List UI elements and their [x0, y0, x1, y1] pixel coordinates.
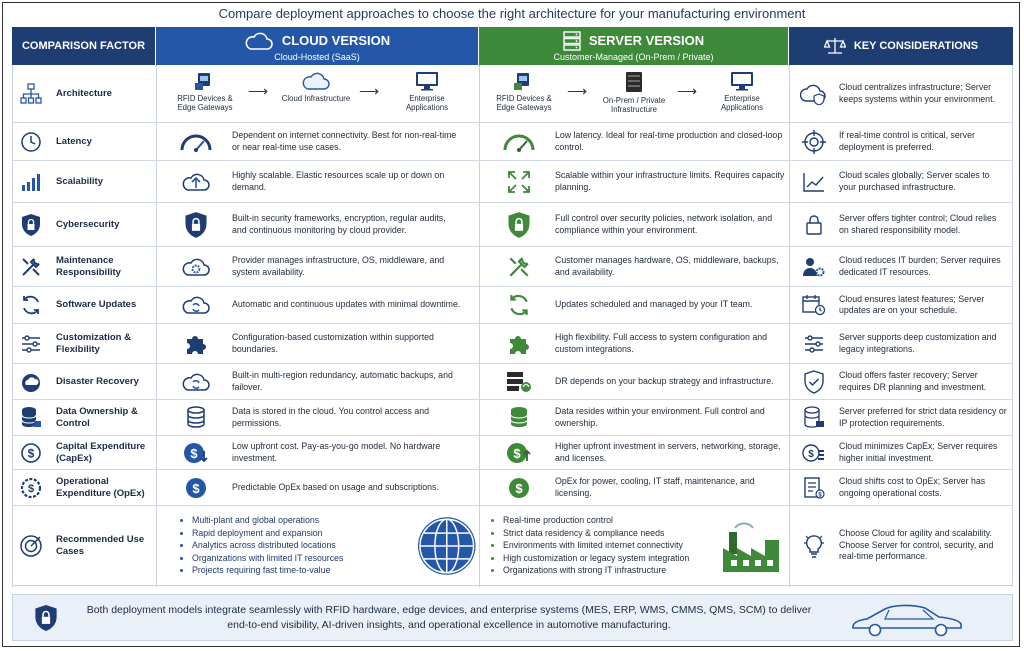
list-item: • Organizations with limited IT resources	[192, 552, 400, 565]
row-latency	[12, 123, 1013, 161]
svg-text:$: $	[190, 445, 198, 461]
svg-text:$: $	[192, 480, 200, 496]
database-icon	[508, 406, 530, 430]
shield-lock-icon	[183, 211, 209, 239]
cloud-backup-icon	[19, 371, 43, 393]
header-key-label: KEY CONSIDERATIONS	[853, 40, 979, 52]
svg-text:$: $	[515, 480, 523, 496]
lock-icon	[804, 214, 824, 236]
key-text-use-cases: Choose Cloud for agility and scalability. Choose Server for control, security, and real-time performance.	[839, 528, 994, 562]
factor-label-capex: Capital Expenditure (CapEx)	[56, 440, 146, 464]
globe-icon	[416, 515, 478, 577]
cloud-use-case-list	[174, 514, 400, 577]
row-disaster-recovery	[12, 364, 1013, 400]
key-text-latency: If real-time control is critical, server deployment is preferred.	[839, 130, 975, 152]
key-text-capex: Cloud minimizes CapEx; Server requires higher initial investment.	[839, 441, 998, 463]
header-cloud-version	[156, 27, 478, 65]
header-factor-label: COMPARISON FACTOR	[21, 40, 146, 52]
arch-server-infra-label: On-Prem / Private Infrastructure	[602, 96, 666, 114]
server-text-data-ownership: Data resides within your environment. Full control and ownership.	[555, 406, 765, 428]
svg-text:$: $	[818, 492, 822, 498]
list-item: • Organizations with strong IT infrastructure	[503, 564, 715, 577]
row-architecture	[12, 65, 1013, 123]
factor-label-opex: Operational Expenditure (OpEx)	[56, 475, 145, 499]
hierarchy-icon	[20, 83, 42, 105]
growth-chart-icon	[802, 171, 826, 193]
key-cell-architecture	[789, 65, 1013, 122]
svg-text:$: $	[27, 482, 35, 495]
server-icon	[563, 31, 581, 51]
cloud-text-opex: Predictable OpEx based on usage and subscriptions.	[232, 481, 439, 492]
factor-label-maintenance: Maintenance Responsibility	[56, 254, 121, 278]
key-text-disaster-recovery: Cloud offers faster recovery; Server requires DR planning and investment.	[839, 370, 987, 392]
row-cybersecurity	[12, 203, 1013, 247]
key-text-software-updates: Cloud ensures latest features; Server updates are on your schedule.	[839, 293, 985, 315]
cloud-shield-icon	[800, 83, 828, 105]
dollar-circle-icon	[184, 476, 208, 500]
shield-check-icon	[803, 370, 825, 394]
cloud-icon	[244, 31, 274, 51]
gauge-icon	[502, 131, 536, 153]
expand-icon	[507, 170, 531, 194]
server-text-latency: Low latency. Ideal for real-time production and closed-loop control.	[555, 130, 783, 152]
server-architecture-flow	[479, 65, 788, 122]
dollar-gear-icon	[20, 477, 42, 499]
cloud-architecture-flow	[156, 65, 478, 122]
footer-text: Both deployment models integrate seamlessly with RFID hardware, edge devices, and enterprise systems (MES, ERP, WMS, CMMS, QMS, SCM) to deliver end-to-end visibility, AI-driven insights, and operational excellence in automotive manufacturing.	[86, 604, 812, 631]
footer-banner	[12, 594, 1013, 641]
server-sync-icon	[506, 370, 532, 394]
key-text-data-ownership: Server preferred for strict data residency or IP protection requirements.	[839, 406, 1007, 428]
cloud-text-data-ownership: Data is stored in the cloud. You control access and permissions.	[232, 406, 430, 428]
header-server-version	[479, 27, 788, 65]
invoice-icon	[803, 476, 825, 500]
puzzle-icon	[507, 332, 531, 356]
dollar-circle-icon	[20, 442, 42, 464]
cloud-upload-icon	[181, 170, 211, 194]
server-text-opex: OpEx for power, cooling, IT staff, maintenance, and licensing.	[555, 476, 755, 498]
arch-cloud-infra-label: Cloud Infrastructure	[281, 94, 351, 103]
arch-server-rfid-label: RFID Devices & Edge Gateways	[496, 94, 552, 112]
sliders-icon	[802, 333, 826, 355]
row-use-cases	[12, 506, 1013, 586]
wrench-screwdriver-icon	[20, 256, 42, 278]
arch-server-rfid	[487, 71, 561, 112]
server-text-maintenance: Customer manages hardware, OS, middleware, backups, and availability.	[555, 255, 779, 277]
cloud-text-latency: Dependent on internet connectivity. Best for non-real-time or near real-time use cases.	[232, 130, 457, 152]
row-opex	[12, 470, 1013, 506]
dollar-stack-icon	[802, 442, 826, 464]
arch-cloud-rfid	[168, 71, 242, 112]
svg-text:$: $	[808, 448, 814, 460]
arrow-icon: ⟶	[567, 83, 588, 99]
car-icon	[849, 599, 967, 637]
list-item: • Multi-plant and global operations	[192, 514, 400, 527]
cloud-sync-icon	[181, 293, 211, 317]
arch-cloud-rfid-label: RFID Devices & Edge Gateways	[177, 94, 233, 112]
server-use-case-list	[485, 514, 715, 577]
refresh-icon	[20, 294, 42, 316]
arch-server-infra	[597, 71, 671, 114]
cloud-text-maintenance: Provider manages infrastructure, OS, middleware, and system availability.	[232, 255, 445, 277]
target-icon	[802, 130, 826, 154]
factor-cell-architecture	[12, 65, 155, 122]
arch-cloud-apps	[390, 71, 464, 112]
factor-label-disaster-recovery: Disaster Recovery	[56, 375, 139, 387]
shield-lock-icon	[506, 211, 532, 239]
cloud-text-capex: Low upfront cost. Pay-as-you-go model. No hardware investment.	[232, 441, 441, 463]
scale-icon	[824, 37, 846, 55]
gauge-icon	[179, 131, 213, 153]
cloud-text-disaster-recovery: Built-in multi-region redundancy, automatic backups, and failover.	[232, 370, 453, 392]
shield-lock-icon	[33, 603, 59, 633]
key-text-opex: Cloud shifts cost to OpEx; Server has ongoing operational costs.	[839, 476, 986, 498]
cloud-text-scalability: Highly scalable. Elastic resources scale up or down on demand.	[232, 170, 445, 192]
factory-icon	[721, 518, 781, 574]
clock-icon	[20, 131, 42, 153]
list-item: • Real-time production control	[503, 514, 715, 527]
rfid-device-icon	[194, 71, 216, 91]
factor-label-scalability: Scalability	[56, 175, 103, 187]
factor-label-data-ownership: Data Ownership & Control	[56, 405, 138, 429]
dollar-circle-icon	[507, 476, 531, 500]
lightbulb-icon	[803, 533, 825, 559]
arch-cloud-infra	[279, 71, 353, 103]
shield-lock-icon	[20, 213, 42, 237]
arrow-icon: ⟶	[248, 83, 269, 99]
row-scalability	[12, 161, 1013, 203]
factor-label-latency: Latency	[56, 135, 92, 147]
key-text-cybersecurity: Server offers tighter control; Cloud relies on shared responsibility model.	[839, 213, 997, 235]
cloud-icon	[301, 71, 331, 91]
cloud-text-cybersecurity: Built-in security frameworks, encryption, regular audits, and continuous monitoring by cloud provider.	[232, 213, 446, 235]
header-comparison-factor	[12, 27, 155, 65]
key-text-customization: Server supports deep customization and legacy integrations.	[839, 332, 997, 354]
sliders-icon	[20, 333, 42, 355]
database-lock-icon	[20, 406, 42, 430]
server-subtitle: Customer-Managed (On-Prem / Private)	[553, 51, 714, 62]
svg-text:$: $	[513, 445, 521, 461]
factor-label-software-updates: Software Updates	[56, 299, 137, 310]
monitor-icon	[730, 71, 754, 91]
database-lock-icon	[803, 406, 825, 430]
row-customization	[12, 324, 1013, 364]
monitor-icon	[415, 71, 439, 91]
svg-text:$: $	[27, 446, 35, 460]
server-text-disaster-recovery: DR depends on your backup strategy and infrastructure.	[555, 375, 774, 386]
list-item: • Strict data residency & compliance needs	[503, 527, 715, 540]
factor-label-customization: Customization & Flexibility	[56, 331, 131, 355]
arch-server-apps	[705, 71, 779, 112]
calendar-clock-icon	[802, 294, 826, 316]
list-item: • Projects requiring fast time-to-value	[192, 564, 400, 577]
refresh-icon	[507, 293, 531, 317]
cloud-gear-icon	[181, 255, 211, 279]
server-text-scalability: Scalable within your infrastructure limits. Requires capacity planning.	[555, 170, 785, 192]
wrench-screwdriver-icon	[507, 255, 531, 279]
server-title: SERVER VERSION	[588, 33, 705, 48]
user-gear-icon	[802, 256, 826, 278]
cloud-sync-icon	[181, 370, 211, 394]
list-item: • Analytics across distributed locations	[192, 539, 400, 552]
row-data-ownership	[12, 400, 1013, 436]
key-text-architecture: Cloud centralizes infrastructure; Server keeps systems within your environment.	[839, 82, 995, 104]
factor-label-use-cases: Recommended Use Cases	[56, 533, 145, 557]
target-check-icon	[19, 534, 43, 558]
bar-chart-icon	[20, 171, 42, 193]
arch-server-apps-label: Enterprise Applications	[720, 94, 764, 112]
cloud-text-customization: Configuration-based customization within supported boundaries.	[232, 332, 434, 354]
header-key-considerations	[789, 27, 1013, 65]
server-rack-icon	[625, 71, 643, 93]
key-text-scalability: Cloud scales globally; Server scales to your purchased infrastructure.	[839, 170, 990, 192]
rfid-device-icon	[513, 71, 535, 91]
list-item: • Environments with limited internet connectivity	[503, 539, 715, 552]
arch-cloud-apps-label: Enterprise Applications	[405, 94, 449, 112]
dollar-up-icon	[506, 441, 532, 465]
cloud-text-software-updates: Automatic and continuous updates with minimal downtime.	[232, 299, 461, 310]
list-item: • High customization or legacy system integration	[503, 552, 715, 565]
server-text-software-updates: Updates scheduled and managed by your IT team.	[555, 299, 753, 310]
row-capex	[12, 436, 1013, 470]
server-text-capex: Higher upfront investment in servers, networking, storage, and licenses.	[555, 441, 781, 463]
factor-label-architecture: Architecture	[56, 87, 112, 99]
row-software-updates	[12, 287, 1013, 324]
row-maintenance	[12, 247, 1013, 287]
key-text-maintenance: Cloud reduces IT burden; Server requires dedicated IT resources.	[839, 255, 1001, 277]
page-title: Compare deployment approaches to choose the right architecture for your manufacturing environment	[218, 6, 806, 21]
cloud-subtitle: Cloud-Hosted (SaaS)	[274, 51, 360, 62]
dollar-down-icon	[183, 441, 209, 465]
database-icon	[185, 406, 207, 430]
puzzle-icon	[184, 332, 208, 356]
server-text-cybersecurity: Full control over security policies, network isolation, and compliance within your environment.	[555, 213, 773, 235]
server-text-customization: High flexibility. Full access to system configuration and custom integrations.	[555, 332, 768, 354]
arrow-icon: ⟶	[677, 83, 698, 99]
factor-label-cybersecurity: Cybersecurity	[56, 218, 120, 230]
arrow-icon: ⟶	[359, 83, 380, 99]
cloud-title: CLOUD VERSION	[281, 33, 391, 48]
list-item: • Rapid deployment and expansion	[192, 527, 400, 540]
